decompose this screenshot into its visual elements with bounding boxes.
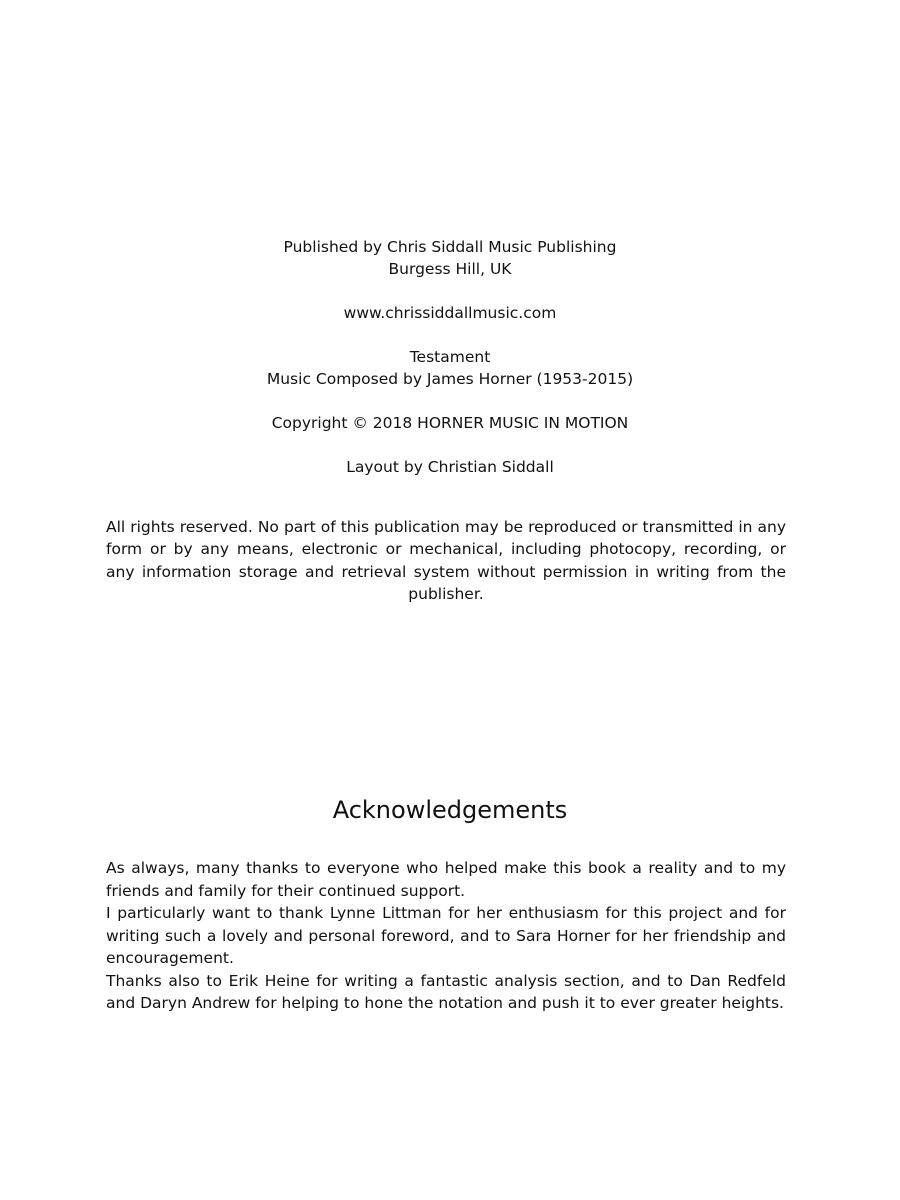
publisher-location: Burgess Hill, UK [388,260,512,278]
acknowledgements-paragraph: Thanks also to Erik Heine for writing a fantastic analysis section, and to Dan Redfeld and Daryn Andrew for helping to hone the notation and push it to ever greater heights. [106,971,786,1012]
acknowledgements-paragraph: I particularly want to thank Lynne Littman for her enthusiasm for this project and for writing such a lovely and personal foreword, and to Sara Horner for her friendship and encouragement. [106,904,786,967]
publisher-website: www.chrissiddallmusic.com [343,304,557,322]
copyright-line: Copyright © 2018 HORNER MUSIC IN MOTION [271,414,629,432]
acknowledgements-heading: Acknowledgements [332,796,568,824]
work-title: Testament [409,348,491,366]
rights-notice: All rights reserved. No part of this publication may be reproduced or transmitted in any form or by any means, electronic or mechanical, including photocopy, recording, or any information storage and retrieval system without permission in writing from the publisher. [106,517,786,603]
composer-line: Music Composed by James Horner (1953-2015) [266,370,634,388]
colophon [0,236,900,478]
layout-credit: Layout by Christian Siddall [346,458,554,476]
publisher-line: Published by Chris Siddall Music Publishing [283,238,617,256]
acknowledgements-body [106,857,786,1015]
acknowledgements-paragraph: As always, many thanks to everyone who helped make this book a reality and to my friends and family for their continued support. [106,859,786,900]
